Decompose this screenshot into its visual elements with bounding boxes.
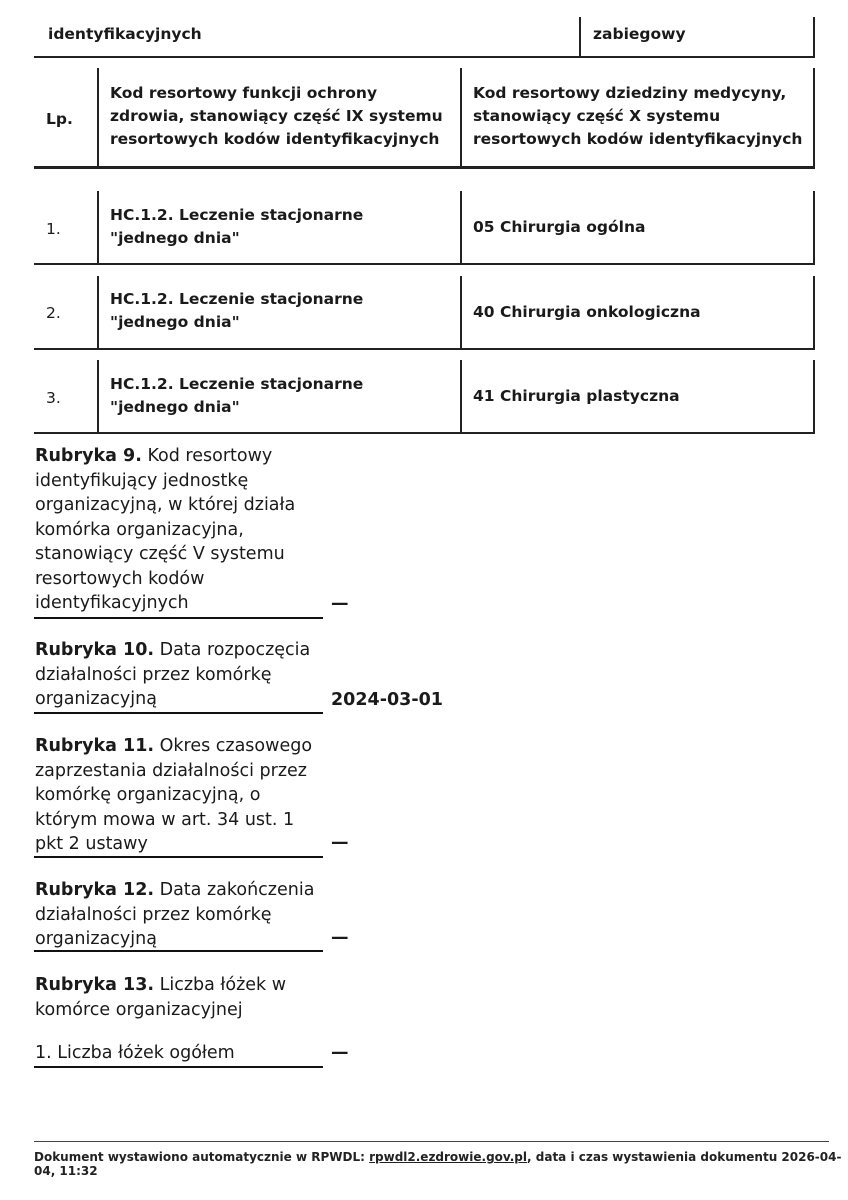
sub-item-1-underline	[34, 1066, 323, 1068]
rubryka-12-text: Data zakończenia działalności przez komórkę organizacyjną	[35, 880, 315, 949]
row-3-bottom-border	[34, 432, 815, 434]
top-row-divider	[579, 17, 581, 57]
header-specialty-code: Kod resortowy dziedziny medycyny, stanowiący część X systemu resortowych kodów identyfikacyjnych	[473, 84, 803, 148]
header-divider-2	[460, 68, 462, 166]
rubryka-9-title: Rubryka 9.	[35, 446, 142, 466]
rubryka-12-title: Rubryka 12.	[35, 880, 155, 900]
row-2-right-border	[813, 276, 815, 349]
table-row-2-lp: 2.	[46, 304, 61, 322]
row-2-divider-2	[460, 276, 462, 349]
footer	[34, 1150, 848, 1178]
row-2-bottom-border	[34, 348, 815, 350]
rubryka-11-underline	[34, 856, 323, 858]
table-row-1-function: HC.1.2. Leczenie stacjonarne "jednego dnia"	[110, 206, 364, 247]
rubryka-11-title: Rubryka 11.	[35, 736, 155, 756]
row-1-divider-1	[97, 191, 99, 264]
row-1-bottom-border	[34, 263, 815, 265]
rubryka-9-underline	[34, 617, 323, 619]
table-row-3-specialty: 41 Chirurgia plastyczna	[473, 387, 680, 405]
rubryka-10-text: Data rozpoczęcia działalności przez komórkę organizacyjną	[35, 640, 311, 709]
rubryka-11-label	[35, 734, 327, 857]
header-divider-1	[97, 68, 99, 166]
row-1-divider-2	[460, 191, 462, 264]
header-bottom-border	[34, 166, 815, 169]
footer-suffix: , data i czas wystawienia dokumentu 2026-04-04, 11:32	[34, 1150, 842, 1178]
header-right-border	[813, 68, 815, 166]
header-function-code: Kod resortowy funkcji ochrony zdrowia, stanowiący część IX systemu resortowych kodów identyfikacyjnych	[110, 84, 443, 148]
table-row-2-function: HC.1.2. Leczenie stacjonarne "jednego dnia"	[110, 290, 364, 331]
row-3-right-border	[813, 360, 815, 433]
rubryka-11-text: Okres czasowego zaprzestania działalności przez komórkę organizacyjną, o którym mowa w art. 34 ust. 1 pkt 2 ustawy	[35, 736, 313, 854]
footer-rule	[34, 1141, 829, 1142]
row-2-divider-1	[97, 276, 99, 349]
rubryka-13-title: Rubryka 13.	[35, 975, 155, 995]
rubryka-9-label	[35, 444, 327, 616]
top-row-right-text: zabiegowy	[593, 25, 686, 43]
row-1-right-border	[813, 191, 815, 264]
rubryka-9-value: —	[331, 594, 349, 614]
rubryka-13-label	[35, 973, 327, 1022]
rubryka-10-value: 2024-03-01	[331, 690, 443, 710]
sub-item-1-label: 1. Liczba łóżek ogółem	[35, 1043, 235, 1063]
rubryka-12-value: —	[331, 928, 349, 948]
footer-link[interactable]: rpwdl2.ezdrowie.gov.pl	[369, 1150, 528, 1164]
rubryka-13-text: Liczba łóżek w komórce organizacyjnej	[35, 975, 287, 1020]
rubryka-11-value: —	[331, 833, 349, 853]
table-row-2-specialty: 40 Chirurgia onkologiczna	[473, 303, 701, 321]
header-lp: Lp.	[46, 110, 73, 128]
rubryka-10-underline	[34, 712, 323, 714]
row-3-divider-2	[460, 360, 462, 433]
rubryka-9-text: Kod resortowy identyfikujący jednostkę organizacyjną, w której działa komórka organizacyjna, stanowiący część V systemu resortowych kodów identyfikacyjnych	[35, 446, 296, 613]
top-row-right-border	[813, 17, 815, 57]
top-row-left-text: identyfikacyjnych	[48, 25, 202, 43]
table-row-1-lp: 1.	[46, 220, 61, 238]
table-row-1-specialty: 05 Chirurgia ogólna	[473, 218, 646, 236]
rubryka-10-label	[35, 638, 327, 712]
table-row-3-lp: 3.	[46, 389, 61, 407]
top-row-bottom-border	[34, 56, 815, 58]
rubryka-10-title: Rubryka 10.	[35, 640, 155, 660]
row-3-divider-1	[97, 360, 99, 433]
footer-prefix: Dokument wystawiono automatycznie w RPWDL:	[34, 1150, 370, 1164]
table-row-3-function: HC.1.2. Leczenie stacjonarne "jednego dnia"	[110, 375, 364, 416]
rubryka-12-label	[35, 878, 327, 952]
rubryka-12-underline	[34, 950, 323, 952]
sub-item-1-value: —	[331, 1043, 349, 1063]
